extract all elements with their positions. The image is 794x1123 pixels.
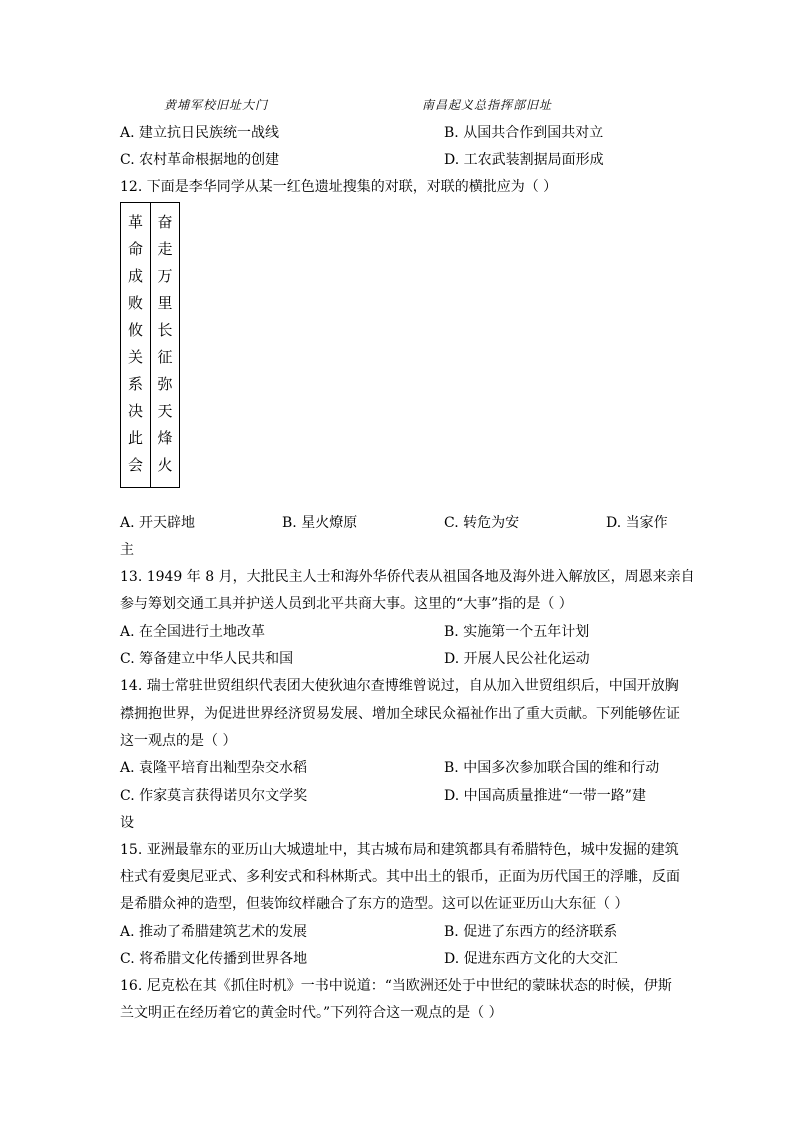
q13-option-a: A. 在全国进行土地改革 (120, 624, 266, 640)
couplet-char: 万 (157, 267, 173, 285)
couplet-left-column (121, 203, 150, 487)
couplet-char: 走 (157, 240, 173, 258)
q11-option-a: A. 建立抗日民族统一战线 (120, 125, 280, 141)
q13-stem-line1: 13. 1949 年 8 月，大批民主人士和海外华侨代表从祖国各地及海外进入解放区，周恩来亲自 (120, 569, 695, 585)
couplet-char: 火 (157, 456, 173, 474)
q16-stem-line1: 16. 尼克松在其《抓住时机》一书中说道：“当欧洲还处于中世纪的蒙昧状态的时候，伊斯 (120, 978, 672, 994)
couplet-char: 长 (157, 321, 173, 339)
couplet-char: 里 (157, 294, 173, 312)
couplet-char: 奋 (157, 213, 173, 231)
couplet-char: 关 (127, 348, 143, 366)
couplet-char: 攸 (127, 321, 143, 339)
couplet-char: 烽 (157, 429, 173, 447)
q12-option-c: C. 转危为安 (444, 515, 520, 531)
q11-option-d: D. 工农武装割据局面形成 (444, 152, 604, 168)
q15-stem-line1: 15. 亚洲最靠东的亚历山大城遗址中，其古城布局和建筑都具有希腊特色，城中发掘的建筑 (120, 842, 679, 858)
q13-stem-line2: 参与筹划交通工具并护送人员到北平共商大事。这里的“大事”指的是（ ） (120, 596, 573, 612)
q16-stem-line2: 兰文明正在经历着它的黄金时代。”下列符合这一观点的是（ ） (120, 1005, 503, 1021)
q14-option-d-continued: 设 (120, 815, 134, 831)
q14-stem-line3: 这一观点的是（ ） (120, 733, 237, 749)
couplet-char: 弥 (157, 375, 173, 393)
q12-option-d-continued: 主 (120, 542, 134, 558)
couplet-char: 命 (127, 240, 143, 258)
q14-option-d: D. 中国高质量推进“一带一路”建 (444, 788, 646, 804)
q15-stem-line2: 柱式有爱奥尼亚式、多利安式和科林斯式。其中出土的银币，正面为历代国王的浮雕，反面 (120, 869, 680, 885)
q11-option-c: C. 农村革命根据地的创建 (120, 152, 280, 168)
caption-nanchang: 南昌起义总指挥部旧址 (422, 98, 553, 112)
q11-option-b: B. 从国共合作到国共对立 (444, 125, 604, 141)
q14-option-c: C. 作家莫言获得诺贝尔文学奖 (120, 788, 308, 804)
q15-option-b: B. 促进了东西方的经济联系 (444, 924, 618, 940)
couplet-char: 革 (127, 213, 143, 231)
q12-stem: 12. 下面是李华同学从某一红色遗址搜集的对联，对联的横批应为（ ） (120, 179, 558, 195)
q13-option-b: B. 实施第一个五年计划 (444, 624, 590, 640)
couplet-char: 败 (127, 294, 143, 312)
q14-stem-line2: 襟拥抱世界，为促进世界经济贸易发展、增加全球民众福祉作出了重大贡献。下列能够佐证 (120, 706, 680, 722)
caption-whampoa: 黄埔军校旧址大门 (164, 98, 269, 112)
q12-option-b: B. 星火燎原 (282, 515, 358, 531)
q12-option-d: D. 当家作 (606, 515, 668, 531)
couplet-char: 会 (127, 456, 143, 474)
q15-option-a: A. 推动了希腊建筑艺术的发展 (120, 924, 308, 940)
couplet-box (120, 202, 180, 488)
q15-stem-line3: 是希腊众神的造型，但装饰纹样融合了东方的造型。这可以佐证亚历山大东征（ ） (120, 896, 629, 912)
couplet-char: 系 (127, 375, 143, 393)
q13-option-d: D. 开展人民公社化运动 (444, 651, 590, 667)
couplet-char: 征 (157, 348, 173, 366)
q14-option-a: A. 袁隆平培育出籼型杂交水稻 (120, 760, 308, 776)
q13-option-c: C. 筹备建立中华人民共和国 (120, 651, 294, 667)
couplet-char: 此 (127, 429, 143, 447)
couplet-char: 天 (157, 402, 173, 420)
couplet-char: 成 (127, 267, 143, 285)
couplet-right-column (150, 203, 179, 487)
couplet-char: 决 (127, 402, 143, 420)
q14-stem-line1: 14. 瑞士常驻世贸组织代表团大使狄迪尔查博维曾说过，自从加入世贸组织后，中国开放胸 (120, 678, 679, 694)
q12-option-a: A. 开天辟地 (120, 515, 196, 531)
q15-option-c: C. 将希腊文化传播到世界各地 (120, 951, 308, 967)
q15-option-d: D. 促进东西方文化的大交汇 (444, 951, 618, 967)
q14-option-b: B. 中国多次参加联合国的维和行动 (444, 760, 660, 776)
